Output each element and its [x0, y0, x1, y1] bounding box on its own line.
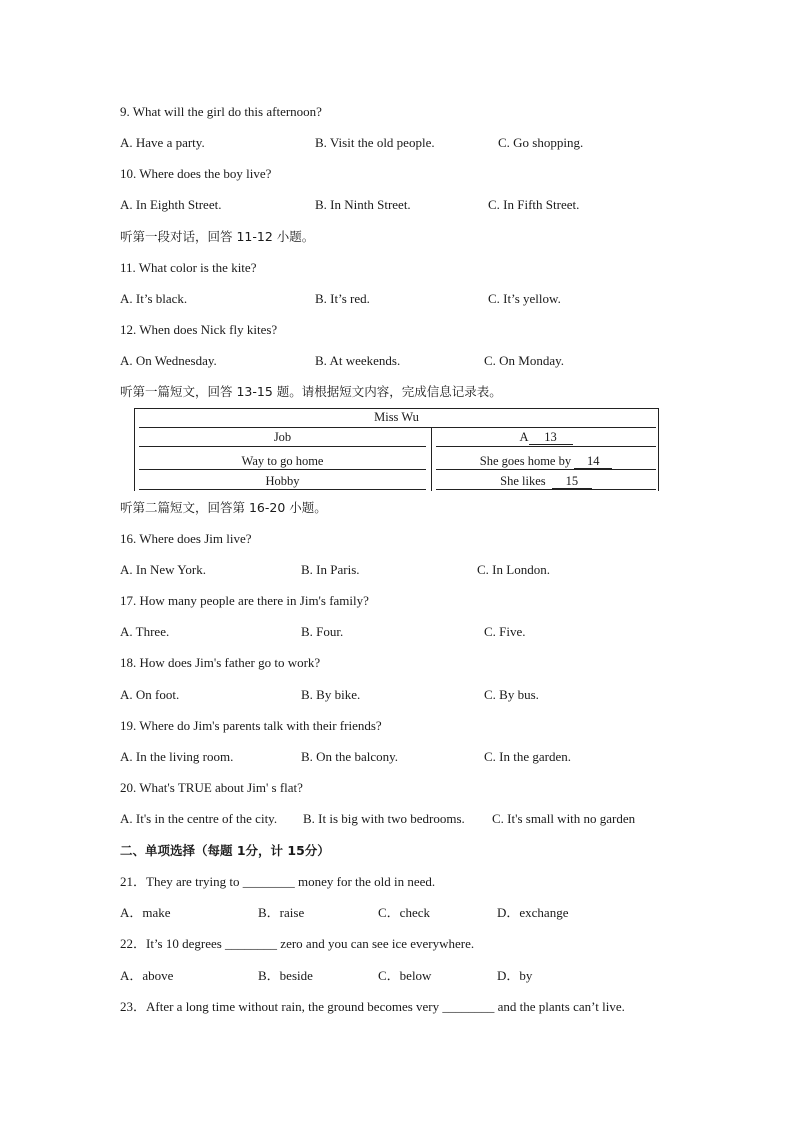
- question-12: 12. When does Nick fly kites?: [120, 322, 278, 337]
- table-title: Miss Wu: [374, 410, 419, 424]
- blank-13: 13: [529, 430, 573, 445]
- question-17: 17. How many people are there in Jim's family?: [120, 593, 369, 608]
- question-11: 11. What color is the kite?: [120, 260, 257, 275]
- table-rule: [139, 489, 426, 490]
- blank-14: 14: [574, 454, 612, 469]
- table-rule: [436, 469, 656, 470]
- section-heading-13-15: 听第一篇短文，回答 13-15 题。请根据短文内容，完成信息记录表。: [120, 384, 502, 399]
- question-16: 16. Where does Jim live?: [120, 531, 252, 546]
- row-value-hobby: [436, 473, 656, 489]
- q11-option-b: B. It’s red.: [315, 291, 370, 306]
- q16-option-a: A. In New York.: [120, 562, 206, 577]
- question-21: 21．They are trying to ________ money for the old in need.: [120, 874, 436, 889]
- q12-option-c: C. On Monday.: [484, 353, 565, 368]
- q11-option-c: C. It’s yellow.: [488, 291, 561, 306]
- section-2-heading: 二、单项选择（每题 1分，计 15分）: [120, 843, 330, 858]
- q10-option-c: C. In Fifth Street.: [488, 197, 580, 212]
- q18-option-a: A. On foot.: [120, 687, 180, 702]
- q21-option-c: C．check: [378, 905, 430, 920]
- question-9: 9. What will the girl do this afternoon?: [120, 104, 322, 119]
- section-heading-11-12: 听第一段对话，回答 11-12 小题。: [120, 229, 315, 244]
- question-18: 18. How does Jim's father go to work?: [120, 655, 321, 670]
- q11-option-a: A. It’s black.: [120, 291, 188, 306]
- q22-option-a: A．above: [120, 968, 174, 983]
- q21-option-d: D．exchange: [497, 905, 569, 920]
- q10-option-a: A. In Eighth Street.: [120, 197, 222, 212]
- hobby-prefix: She likes: [500, 474, 546, 488]
- q20-option-b: B. It is big with two bedrooms.: [303, 811, 465, 826]
- q18-option-c: C. By bus.: [484, 687, 539, 702]
- blank-15: 15: [552, 474, 592, 489]
- q9-option-c: C. Go shopping.: [498, 135, 584, 150]
- row-value-job: [436, 429, 656, 445]
- info-record-table: [134, 408, 659, 491]
- q9-option-a: A. Have a party.: [120, 135, 205, 150]
- question-10: 10. Where does the boy live?: [120, 166, 272, 181]
- question-23: 23．After a long time without rain, the ground becomes very ________ and the plants can’t live.: [120, 999, 625, 1014]
- q16-option-c: C. In London.: [477, 562, 550, 577]
- q19-option-a: A. In the living room.: [120, 749, 234, 764]
- q20-option-a: A. It's in the centre of the city.: [120, 811, 278, 826]
- q17-option-c: C. Five.: [484, 624, 526, 639]
- q12-option-b: B. At weekends.: [315, 353, 401, 368]
- row-label-job: Job: [273, 430, 292, 444]
- q18-option-b: B. By bike.: [301, 687, 361, 702]
- table-rule: [436, 489, 656, 490]
- q17-option-b: B. Four.: [301, 624, 344, 639]
- row-label-hobby: Hobby: [265, 474, 300, 488]
- q20-option-c: C. It's small with no garden: [492, 811, 636, 826]
- row-value-way-home: [436, 453, 656, 469]
- table-rule: [139, 446, 426, 447]
- q22-option-b: B．beside: [258, 968, 313, 983]
- q10-option-b: B. In Ninth Street.: [315, 197, 411, 212]
- q21-option-a: A．make: [120, 905, 171, 920]
- q19-option-c: C. In the garden.: [484, 749, 572, 764]
- job-prefix: A: [519, 430, 529, 444]
- q9-option-b: B. Visit the old people.: [315, 135, 435, 150]
- question-22: 22．It’s 10 degrees ________ zero and you can see ice everywhere.: [120, 936, 475, 951]
- section-heading-16-20: 听第二篇短文，回答第 16-20 小题。: [120, 500, 327, 515]
- q21-option-b: B．raise: [258, 905, 305, 920]
- table-rule: [139, 427, 656, 428]
- q22-option-c: C．below: [378, 968, 432, 983]
- question-19: 19. Where do Jim's parents talk with their friends?: [120, 718, 382, 733]
- q19-option-b: B. On the balcony.: [301, 749, 398, 764]
- row-label-way-home: Way to go home: [241, 454, 324, 468]
- question-20: 20. What's TRUE about Jim' s flat?: [120, 780, 303, 795]
- table-column-divider: [431, 428, 432, 491]
- table-rule: [436, 446, 656, 447]
- q17-option-a: A. Three.: [120, 624, 170, 639]
- q22-option-d: D．by: [497, 968, 533, 983]
- q12-option-a: A. On Wednesday.: [120, 353, 217, 368]
- way-home-prefix: She goes home by: [479, 454, 572, 468]
- q16-option-b: B. In Paris.: [301, 562, 360, 577]
- table-rule: [139, 469, 426, 470]
